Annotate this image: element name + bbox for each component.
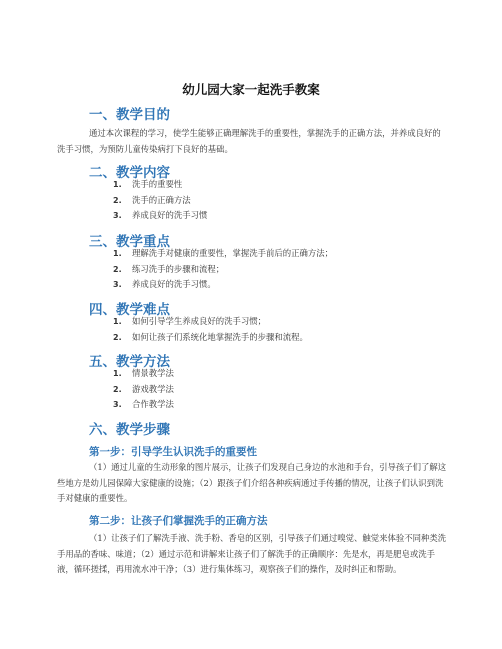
list-item xyxy=(113,246,333,262)
list-number: 2. xyxy=(113,195,122,205)
section-heading-methods: 五、教学方法 xyxy=(89,354,170,370)
list-text: 练习洗手的步骤和流程； xyxy=(132,263,225,274)
list-text: 洗手的重要性 xyxy=(132,179,183,189)
list-item xyxy=(113,177,207,193)
list-item xyxy=(113,277,333,293)
list-item xyxy=(113,262,333,278)
list-item xyxy=(113,314,308,330)
section-heading-key-points: 三、教学重点 xyxy=(89,234,170,250)
list-number: 2. xyxy=(113,264,122,274)
list-number: 1. xyxy=(113,369,122,378)
section-heading-purpose: 一、教学目的 xyxy=(89,107,170,123)
list-text: 养成良好的洗手习惯 xyxy=(132,210,208,220)
list-text: 如何让孩子们系统化地掌握洗手的步骤和流程。 xyxy=(132,331,308,342)
list-number: 2. xyxy=(113,332,122,342)
list-number: 3. xyxy=(113,211,122,220)
step-2-paragraph: （1）让孩子们了解洗手液、洗手粉、香皂的区别，引导孩子们通过嗅觉、触觉来体验不同种类洗手用品的香味、味道；（2）通过示范和讲解来让孩子们了解洗手的正确顺序：先是水，再是肥皂或洗手液，循环搓揉，再用流水冲干净；（3）进行集体练习，观察孩子们的操作，及时纠正和帮助。 xyxy=(57,533,447,574)
section-heading-difficulties: 四、教学难点 xyxy=(89,302,170,318)
key-points-list xyxy=(113,246,333,293)
list-number: 2. xyxy=(113,384,122,394)
purpose-paragraph: 通过本次课程的学习，使学生能够正确理解洗手的重要性，掌握洗手的正确方法，并养成良好的洗手习惯，为预防儿童传染病打下良好的基础。 xyxy=(57,128,441,154)
list-number: 3. xyxy=(113,400,122,409)
content-list xyxy=(113,177,207,224)
list-text: 理解洗手对健康的重要性，掌握洗手前后的正确方法； xyxy=(132,248,333,258)
step-1-paragraph: （1）通过儿童的生动形象的图片展示，让孩子们发现自己身边的水池和手台，引导孩子们了解这些地方是幼儿园保障大家健康的设施；（2）跟孩子们介绍各种疾病通过手传播的情况，让孩子们认识到洗手对健康的重要性。 xyxy=(57,462,447,503)
list-text: 洗手的正确方法 xyxy=(132,194,191,205)
list-text: 情景教学法 xyxy=(132,368,174,378)
list-item xyxy=(113,208,207,224)
list-item xyxy=(113,382,174,398)
list-number: 1. xyxy=(113,249,122,258)
step-2-heading: 第二步：让孩子们掌握洗手的正确方法 xyxy=(89,515,268,527)
step-1-heading: 第一步：引导学生认识洗手的重要性 xyxy=(89,446,257,458)
list-text: 游戏教学法 xyxy=(132,383,174,394)
list-item xyxy=(113,330,308,346)
list-text: 合作教学法 xyxy=(132,399,174,409)
section-heading-content: 二、教学内容 xyxy=(89,165,170,181)
difficulties-list xyxy=(113,314,308,345)
list-text: 养成良好的洗手习惯。 xyxy=(132,279,216,289)
list-number: 3. xyxy=(113,280,122,289)
list-number: 1. xyxy=(113,317,122,326)
list-text: 如何引导学生养成良好的洗手习惯； xyxy=(132,316,266,326)
list-item xyxy=(113,366,174,382)
document-title: 幼儿园大家一起洗手教案 xyxy=(182,82,320,97)
list-item xyxy=(113,397,174,413)
list-number: 1. xyxy=(113,180,122,189)
methods-list xyxy=(113,366,174,413)
list-item xyxy=(113,193,207,209)
section-heading-steps: 六、教学步骤 xyxy=(89,422,170,438)
